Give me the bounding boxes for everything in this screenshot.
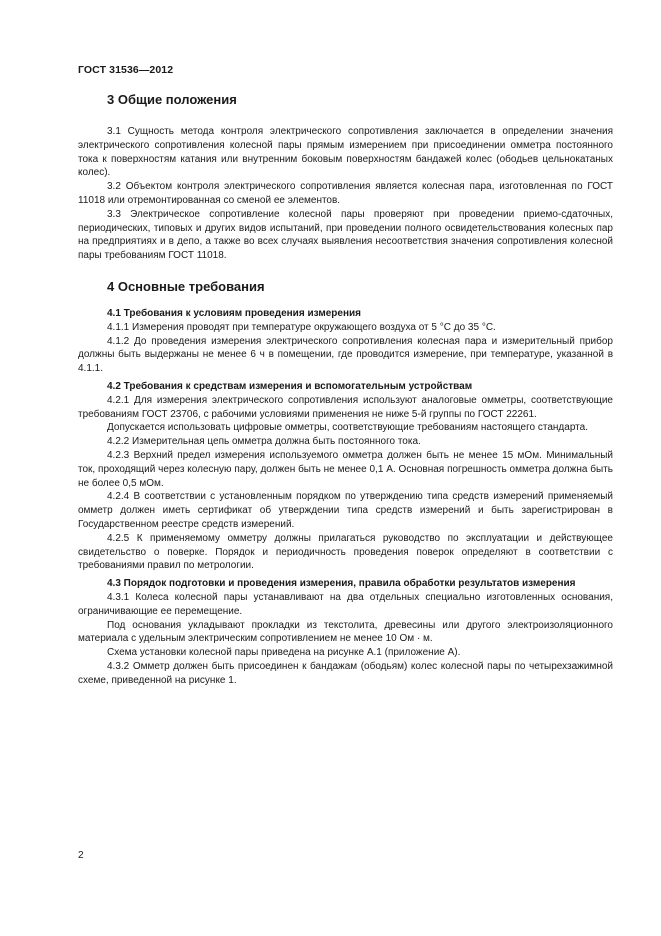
- subsection-4-3-title: 4.3 Порядок подготовки и проведения измерения, правила обработки результатов измерения: [107, 578, 576, 590]
- paragraph-4-3-1: 4.3.1 Колеса колесной пары устанавливают на два отдельных специально изготовленных основания, ограничивающие ее перемещение.: [78, 591, 613, 617]
- section-4-title: 4 Основные требования: [107, 278, 265, 294]
- section-3-title: 3 Общие положения: [107, 92, 237, 107]
- paragraph-4-2-4: 4.2.4 В соответствии с установленным порядком по утверждению типа средств измерений применяемый омметр должен иметь сертификат об утверждении типа средств измерений и быть зарегистрирован в Государственном реестре средств измерений.: [78, 491, 613, 530]
- paragraph-4-2-2: 4.2.2 Измерительная цепь омметра должна быть постоянного тока.: [107, 436, 421, 448]
- standard-designation: ГОСТ 31536—2012: [78, 64, 174, 76]
- paragraph-3-2: 3.2 Объектом контроля электрического сопротивления является колесная пара, изготовленная по ГОСТ 11018 или отремонтированная со сменой ее элементов.: [78, 181, 613, 206]
- subsection-4-2-title: 4.2 Требования к средствам измерения и вспомогательным устройствам: [107, 380, 473, 392]
- paragraph-3-3: 3.3 Электрическое сопротивление колесной пары проверяют при проведении приемо-сдаточных, периодических, типовых и других видов испытаний, при проведении полного освидетельствования колесных пар на предприятиях и в депо, а также во всех случаях выявления несоответствия значения сопротивления колесной пары требованиям ГОСТ 11018.: [78, 208, 613, 262]
- subsection-4-1-title: 4.1 Требования к условиям проведения измерения: [107, 307, 361, 319]
- paragraph-4-3-2: 4.3.2 Омметр должен быть присоединен к бандажам (ободьям) колес колесной пары по четырехзажимной схеме, приведенной на рисунке 1.: [78, 660, 613, 686]
- page-number: 2: [78, 850, 84, 861]
- paragraph-4-1-1: 4.1.1 Измерения проводят при температуре окружающего воздуха от 5 °С до 35 °С.: [107, 321, 496, 333]
- paragraph-3-1: 3.1 Сущность метода контроля электрического сопротивления заключается в определении значения электрического сопротивления колесной пары прямым измерением при присоединении омметра постоянного тока к поверхностям катания или внутренним боковым поверхностям бандажей колес (ободьев цельнокатаных колес).: [78, 126, 613, 179]
- page-content: [78, 92, 613, 687]
- paragraph-4-2-5: 4.2.5 К применяемому омметру должны прилагаться руководство по эксплуатации и действующее свидетельство о поверке. Порядок и периодичность проведения поверок определяют в соответствии с требованиями правил по метрологии.: [78, 532, 613, 572]
- paragraph-4-3-1-scheme: Схема установки колесной пары приведена на рисунке А.1 (приложение А).: [107, 647, 461, 659]
- paragraph-4-2-1-note: Допускается использовать цифровые омметры, соответствующие требованиям настоящего стандарта.: [107, 422, 588, 434]
- paragraph-4-3-1-gaskets: Под основания укладывают прокладки из текстолита, древесины или другого электроизоляционного материала с удельным электрическим сопротивлением не менее 10 Ом · м.: [78, 619, 613, 645]
- paragraph-4-2-3: 4.2.3 Верхний предел измерения используемого омметра должен быть не менее 15 мОм. Минимальный ток, проходящий через колесную пару, должен быть не менее 0,1 А. Основная погрешность омметра должна быть не более 0,5 мОм.: [78, 449, 613, 489]
- paragraph-4-1-2: 4.1.2 До проведения измерения электрического сопротивления колесная пара и измерительный прибор должны быть выдержаны не менее 6 ч в помещении, где проводится измерение, при температуре, указанной в 4.1.1.: [78, 335, 613, 375]
- paragraph-4-2-1: 4.2.1 Для измерения электрического сопротивления используют аналоговые омметры, соответствующие требованиям ГОСТ 23706, с рабочими условиями применения не ниже 5-й группы по ГОСТ 22261.: [78, 394, 613, 420]
